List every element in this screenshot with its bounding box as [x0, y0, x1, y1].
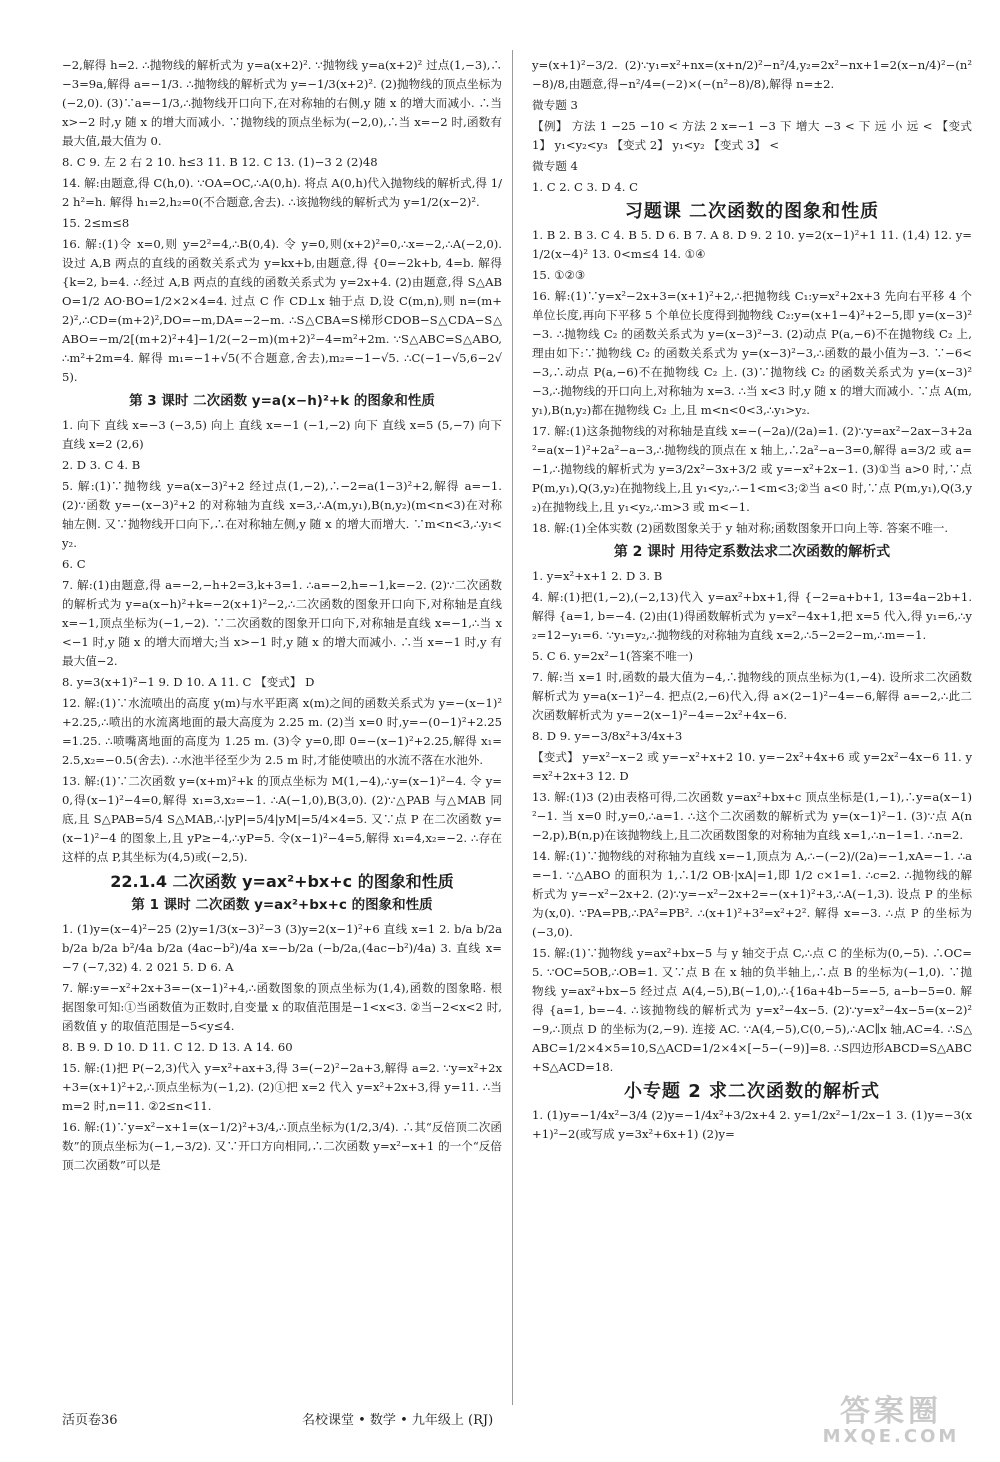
answer-block: 14. 解:由题意,得 C(h,0). ∵OA=OC,∴A(0,h). 将点 A(0,h)代入抛物线的解析式,得 1/2 h²=h. 解得 h₁=2,h₂=0(不合题意,舍去). ∴该抛物线的解析式为 y=1/2(x−2)². — [62, 176, 502, 209]
left-column — [62, 56, 502, 1396]
section-heading: 22.1.4 二次函数 y=ax²+bx+c 的图象和性质 — [110, 872, 454, 891]
book-title: 名校课堂 • 数学 • 九年级上 (RJ) — [302, 1413, 494, 1428]
answer-block: 【例】 方法 1 −25 −10 < 方法 2 x=−1 −3 下 增大 −3 < 下 远 小 远 < 【变式 1】 y₁<y₂<y₃ 【变式 2】 y₁<y₂ 【变式 3】 < — [532, 119, 972, 152]
answer-block: 4. 解:(1)把(1,−2),(−2,13)代入 y=ax²+bx+1,得 {−2=a+b+1, 13=4a−2b+1. 解得 {a=1, b=−4. (2)由(1)得函数解析式为 y=x²−4x+1,把 x=5 代入,得 y₁=6,∴y₂=12−y₁=6. ∵y₁=y₂,∴抛物线的对称轴为直线 x=2,∴5−2=2−m,∴m=−1. — [532, 590, 972, 642]
section-heading: 习题课 二次函数的图象和性质 — [624, 201, 880, 222]
section-heading: 第 1 课时 二次函数 y=ax²+bx+c 的图象和性质 — [131, 897, 433, 913]
answer-block: 16. 解:(1)令 x=0,则 y=2²=4,∴B(0,4). 令 y=0,则(x+2)²=0,∴x=−2,∴A(−2,0). 设过 A,B 两点的直线的函数关系式为 y=kx+b,由题意,得 {0=−2k+b, 4=b. 解得 {k=2, b=4. ∴经过 A,B 两点的直线的函数关系式为 y=2x+4. (2)由题意,得 S△ABO=1/2 AO·BO=1/2×2×4=4. 过点 C 作 CD⊥x 轴于点 D,设 C(m,n),则 n=(m+2)²,∴CD=(m+2)²,DO=−m,DA=−2−m. ∴S△CBA=S梯形CDOB−S△CDA−S△ABO=−m/2[(m+2)²+4]−1/2(−2−m)(m+2)²−4=m²+2m. ∵S△ABC=S△ABO,∴m²+2m=4. 解得 m₁=−1+√5(不合题意,舍去),m₂=−1−√5. ∴C(−1−√5,6−2√5). — [62, 237, 502, 384]
section-heading: 第 2 课时 用待定系数法求二次函数的解析式 — [613, 544, 891, 560]
answer-block: 5. C 6. y=2x²−1(答案不唯一) — [532, 649, 693, 663]
answer-block: 1. (1)y=−1/4x²−3/4 (2)y=−1/4x²+3/2x+4 2. y=1/2x²−1/2x−1 3. (1)y=−3(x+1)²−2(或写成 y=3x²+6x+1) (2)y= — [532, 1108, 972, 1141]
answer-block: 1. C 2. C 3. D 4. C — [532, 180, 638, 194]
answer-block: 18. 解:(1)全体实数 (2)函数图象关于 y 轴对称;函数图象开口向上等. 答案不唯一. — [532, 521, 949, 535]
answer-block: 微专题 4 — [532, 159, 578, 173]
answer-block: 1. 向下 直线 x=−3 (−3,5) 向上 直线 x=−1 (−1,−2) 向下 直线 x=5 (5,−7) 向下 直线 x=2 (2,6) — [62, 418, 502, 451]
answer-block: 16. 解:(1)∵y=x²−x+1=(x−1/2)²+3/4,∴顶点坐标为(1/2,3/4). ∴其“反倍顶二次函数”的顶点坐标为(−1,−3/2). 又∵开口方向相同,∴二次函数 y=x²−x+1 的一个“反倍顶二次函数”可以是 — [62, 1120, 502, 1172]
page-number: 活页卷36 — [62, 1413, 118, 1428]
answer-block: 1. y=x²+x+1 2. D 3. B — [532, 569, 663, 583]
right-column — [532, 56, 972, 1396]
answer-block: 15. 解:(1)把 P(−2,3)代入 y=x²+ax+3,得 3=(−2)²−2a+3,解得 a=2. ∵y=x²+2x+3=(x+1)²+2,∴顶点坐标为(−1,2). (2)①把 x=2 代入 y=x²+2x+3,得 y=11. ∴当 m=2 时,n=11. ②2≤n<11. — [62, 1061, 502, 1113]
answer-block: 1. (1)y=(x−4)²−25 (2)y=1/3(x−3)²−3 (3)y=2(x−1)²+6 直线 x=1 2. b/a b/2a b/2a b/2a b²/4a b/2a (4ac−b²)/4a x=−b/2a (−b/2a,(4ac−b²)/4a) 3. 直线 x=−7 (−7,32) 4. 2 021 5. D 6. A — [62, 922, 502, 974]
answer-block: 【变式】 y=x²−x−2 或 y=−x²+x+2 10. y=−2x²+4x+6 或 y=2x²−4x−6 11. y=x²+2x+3 12. D — [532, 750, 972, 783]
watermark-text: 答案圈 — [840, 1394, 942, 1429]
answer-block: 15. ①②③ — [532, 268, 586, 282]
answer-block: y=(x+1)²−3/2. (2)∵y₁=x²+nx=(x+n/2)²−n²/4,y₂=2x²−nx+1=2(x−n/4)²−(n²−8)/8,由题意,得−n²/4=(−2)×(−(n²−8)/8),解得 n=±2. — [532, 58, 972, 91]
answer-block: 15. 2≤m≤8 — [62, 216, 130, 230]
answer-block: 8. B 9. D 10. D 11. C 12. D 13. A 14. 60 — [62, 1040, 293, 1054]
answer-block: 8. D 9. y=−3/8x²+3/4x+3 — [532, 729, 683, 743]
answer-block: 5. 解:(1)∵抛物线 y=a(x−3)²+2 经过点(1,−2),∴−2=a(1−3)²+2,解得 a=−1. (2)∵函数 y=−(x−3)²+2 的对称轴为直线 x=3,∴A(m,y₁),B(n,y₂)(m<n<3)在对称轴左侧. 又∵抛物线开口向下,∴在对称轴左侧,y 随 x 的增大而增大. ∵m<n<3,∴y₁<y₂. — [62, 479, 502, 550]
watermark-logo — [806, 1386, 976, 1450]
answer-block: 8. C 9. 左 2 右 2 10. h≤3 11. B 12. C 13. (1)−3 2 (2)48 — [62, 155, 378, 169]
answer-block: 16. 解:(1)∵y=x²−2x+3=(x+1)²+2,∴把抛物线 C₁:y=x²+2x+3 先向右平移 4 个单位长度,再向下平移 5 个单位长度得到抛物线 C₂:y=(x+1−4)²+2−5,即 y=(x−3)²−3. ∴抛物线 C₂ 的函数关系式为 y=(x−3)²−3. (2)动点 P(a,−6)不在抛物线 C₂ 上,理由如下:∵抛物线 C₂ 的函数关系式为 y=(x−3)²−3,∴函数的最小值为−3. ∵−6<−3,∴动点 P(a,−6)不在抛物线 C₂ 上. (3)∵抛物线 C₂ 的函数关系式为 y=(x−3)²−3,∴抛物线的开口向上,对称轴为 x=3. ∴当 x<3 时,y 随 x 的增大而减小. ∵点 A(m,y₁),B(n,y₂)都在抛物线 C₂ 上,且 m<n<0<3,∴y₁>y₂. — [532, 289, 972, 417]
answer-block: 12. 解:(1)∵水流喷出的高度 y(m)与水平距离 x(m)之间的函数关系式为 y=−(x−1)²+2.25,∴喷出的水流离地面的最大高度为 2.25 m. (2)当 x=0 时,y=−(0−1)²+2.25=1.25. ∴喷嘴离地面的高度为 1.25 m. (3)令 y=0,即 0=−(x−1)²+2.25,解得 x₁=2.5,x₂=−0.5(舍去). ∴水池半径至少为 2.5 m 时,才能使喷出的水流不落在水池外. — [62, 696, 502, 767]
answer-block: 14. 解:(1)∵抛物线的对称轴为直线 x=−1,顶点为 A,∴−(−2)/(2a)=−1,xA=−1. ∴a=−1. ∵△ABO 的面积为 1,∴1/2 OB·|xA|=1,即 1/2 c×1=1. ∴c=2. ∴抛物线的解析式为 y=−x²−2x+2. (2)∵y=−x²−2x+2=−(x+1)²+3,∴A(−1,3). 设点 P 的坐标为(x,0). ∵PA=PB,∴PA²=PB². ∴(x+1)²+3²=x²+2². 解得 x=−3. ∴点 P 的坐标为(−3,0). — [532, 849, 972, 939]
answer-block: 8. y=3(x+1)²−1 9. D 10. A 11. C 【变式】 D — [62, 675, 315, 689]
section-heading: 第 3 课时 二次函数 y=a(x−h)²+k 的图象和性质 — [129, 393, 435, 409]
answer-block: 13. 解:(1)∵二次函数 y=(x+m)²+k 的顶点坐标为 M(1,−4),∴y=(x−1)²−4. 令 y=0,得(x−1)²−4=0,解得 x₁=3,x₂=−1. ∴A(−1,0),B(3,0). (2)∵△PAB 与△MAB 同底,且 S△PAB=5/4 S△MAB,∴|yP|=5/4|yM|=5/4×4=5. 又∵点 P 在二次函数 y=(x−1)²−4 的图象上,且 yP≥−4,∴yP=5. 令(x−1)²−4=5,解得 x₁=4,x₂=−2. ∴存在这样的点 P,其坐标为(4,5)或(−2,5). — [62, 774, 502, 864]
answer-block: 17. 解:(1)这条抛物线的对称轴是直线 x=−(−2a)/(2a)=1. (2)∵y=ax²−2ax−3+2a²=a(x−1)²+2a²−a−3,∴抛物线的顶点在 x 轴上,∴2a²−a−3=0,解得 a=3/2 或 a=−1,∴抛物线的解析式为 y=3/2x²−3x+3/2 或 y=−x²+2x−1. (3)①当 a>0 时,∵点 P(m,y₁),Q(3,y₂)在抛物线上,且 y₁<y₂,∴−1<m<3;②当 a<0 时,∵点 P(m,y₁),Q(3,y₂)在抛物线上,且 y₁<y₂,∴m>3 或 m<−1. — [532, 424, 972, 514]
answer-block: 15. 解:(1)∵抛物线 y=ax²+bx−5 与 y 轴交于点 C,∴点 C 的坐标为(0,−5). ∴OC=5. ∵OC=5OB,∴OB=1. 又∵点 B 在 x 轴的负半轴上,∴点 B 的坐标为(−1,0). ∵抛物线 y=ax²+bx−5 经过点 A(4,−5),B(−1,0),∴{16a+4b−5=−5, a−b−5=0. 解得 {a=1, b=−4. ∴该抛物线的解析式为 y=x²−4x−5. (2)∵y=x²−4x−5=(x−2)²−9,∴顶点 D 的坐标为(2,−9). 连接 AC. ∵A(4,−5),C(0,−5),∴AC∥x 轴,AC=4. ∴S△ABC=1/2×4×5=10,S△ACD=1/2×4×[−5−(−9)]=8. ∴S四边形ABCD=S△ABC+S△ACD=18. — [532, 946, 972, 1074]
answer-block: 2. D 3. C 4. B — [62, 458, 141, 472]
answer-block: −2,解得 h=2. ∴抛物线的解析式为 y=a(x+2)². ∵抛物线 y=a(x+2)² 过点(1,−3),∴−3=9a,解得 a=−1/3. ∴抛物线的解析式为 y=−1/3(x+2)². (2)抛物线的顶点坐标为(−2,0). (3)∵a=−1/3,∴抛物线开口向下,在对称轴的右侧,y 随 x 的增大而减小. ∴当 x>−2 时,y 随 x 的增大而减小. ∵抛物线的顶点坐标为(−2,0),∴当 x=−2 时,函数有最大值,最大值为 0. — [62, 58, 502, 148]
column-divider — [512, 50, 513, 1405]
answer-block: 1. B 2. B 3. C 4. B 5. D 6. B 7. A 8. D 9. 2 10. y=2(x−1)²+1 11. (1,4) 12. y=1/2(x−4)² 13. 0<m≤4 14. ①④ — [532, 228, 972, 261]
answer-block: 7. 解:当 x=1 时,函数的最大值为−4,∴抛物线的顶点坐标为(1,−4). 设所求二次函数解析式为 y=a(x−1)²−4. 把点(2,−6)代入,得 a×(2−1)²−4=−6,解得 a=−2,∴此二次函数解析式为 y=−2(x−1)²−4=−2x²+4x−6. — [532, 670, 972, 722]
answer-block: 13. 解:(1)3 (2)由表格可得,二次函数 y=ax²+bx+c 顶点坐标是(1,−1),∴y=a(x−1)²−1. 当 x=0 时,y=0,∴a=1. ∴这个二次函数的解析式为 y=(x−1)²−1. (3)∵点 A(n−2,p),B(n,p)在该抛物线上,且二次函数图象的对称轴为直线 x=1,∴n−1=1. ∴n=2. — [532, 790, 972, 842]
section-heading: 小专题 2 求二次函数的解析式 — [623, 1081, 881, 1102]
watermark-url: MXQE.COM — [822, 1426, 960, 1447]
answer-block: 微专题 3 — [532, 98, 578, 112]
answer-block: 6. C — [62, 557, 86, 571]
answer-block: 7. 解:y=−x²+2x+3=−(x−1)²+4,∴函数图象的顶点坐标为(1,4),函数的图象略. 根据图象可知:①当函数值为正数时,自变量 x 的取值范围是−1<x<3. ②当−2<x<2 时,函数值 y 的取值范围是−5<y≤4. — [62, 981, 502, 1033]
answer-block: 7. 解:(1)由题意,得 a=−2,−h+2=3,k+3=1. ∴a=−2,h=−1,k=−2. (2)∵二次函数的解析式为 y=a(x−h)²+k=−2(x+1)²−2,∴二次函数的图象开口向下,对称轴是直线 x=−1,顶点坐标为(−1,−2). ∵二次函数的图象开口向下,对称轴是直线 x=−1,∴当 x<−1 时,y 随 x 的增大而增大;当 x>−1 时,y 随 x 的增大而减小. ∴当 x=−1 时,y 有最大值−2. — [62, 578, 502, 668]
